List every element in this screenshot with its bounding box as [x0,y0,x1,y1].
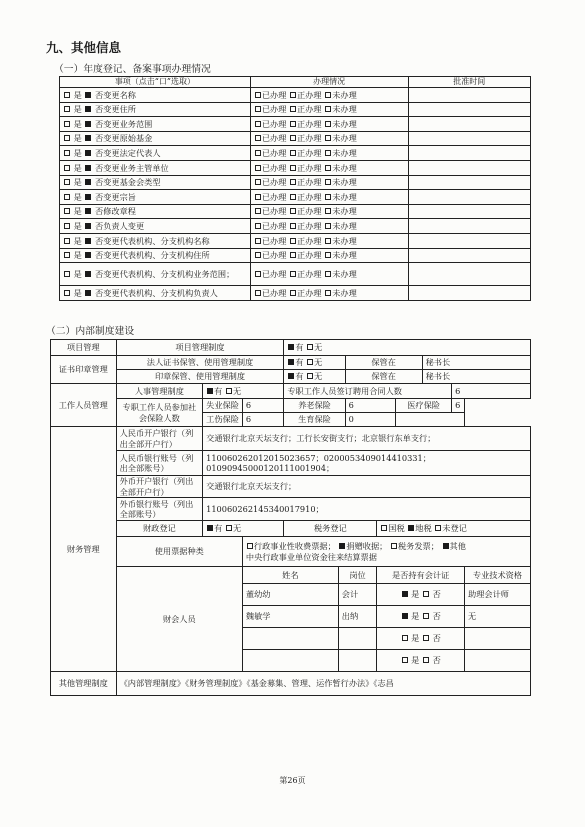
approval-date-cell[interactable] [408,146,531,161]
checkbox-icon[interactable] [64,165,70,171]
checkbox-icon[interactable] [325,165,331,171]
status-cell[interactable]: 已办理 正办理 未办理 [250,160,408,175]
item-cell[interactable]: 是 否变更业务范围 [60,117,251,132]
checked-box-icon[interactable] [402,613,408,619]
header-status: 办理情况 [250,77,408,88]
seal-mgmt-options[interactable]: 有 无 [284,370,345,384]
checkbox-icon[interactable] [255,252,261,258]
medical-count[interactable]: 6 [452,399,465,413]
status-cell[interactable]: 已办理 正办理 未办理 [250,263,408,286]
checkbox-icon[interactable] [255,106,261,112]
rmb-account[interactable]: 110060262012015023657；0200053409014410331； 01090945000120111001904； [203,451,531,476]
checkbox-icon[interactable] [325,194,331,200]
checked-box-icon[interactable] [85,252,91,258]
checkbox-icon[interactable] [255,92,261,98]
rmb-bank-label: 人民币开户银行（列出全部开户行） [116,427,203,451]
rmb-bank[interactable]: 交通银行北京天坛支行；工行长安街支行；北京银行东单支行； [203,427,531,451]
registration-row [60,248,531,263]
checkbox-icon[interactable] [325,238,331,244]
checked-box-icon[interactable] [85,194,91,200]
checkbox-icon[interactable] [290,208,296,214]
checked-box-icon[interactable] [288,344,294,350]
status-cell[interactable]: 已办理 正办理 未办理 [250,219,408,234]
status-cell[interactable]: 已办理 正办理 未办理 [250,146,408,161]
status-cell[interactable]: 已办理 正办理 未办理 [250,88,408,103]
checkbox-icon[interactable] [255,121,261,127]
rmb-account-label: 人民币银行账号（列出全部账号） [116,451,203,476]
checked-box-icon[interactable] [85,223,91,229]
checkbox-icon[interactable] [290,290,296,296]
seal-mgmt-system: 印章保管、使用管理制度 [116,370,284,384]
approval-date-cell[interactable] [408,263,531,286]
maternity-label: 生育保险 [284,413,345,427]
checkbox-icon[interactable] [64,252,70,258]
approval-date-cell[interactable] [408,190,531,205]
checkbox-icon[interactable] [255,290,261,296]
acct-post[interactable]: 出纳 [338,606,377,628]
status-cell[interactable]: 已办理 正办理 未办理 [250,102,408,117]
checked-box-icon[interactable] [85,271,91,277]
checkbox-icon[interactable] [255,238,261,244]
checked-box-icon[interactable] [85,165,91,171]
acct-qual[interactable] [465,628,531,650]
checked-box-icon[interactable] [85,150,91,156]
hr-system-label: 人事管理制度 [116,384,203,399]
approval-date-cell[interactable] [408,131,531,146]
registration-row [60,190,531,205]
checkbox-icon[interactable] [64,179,70,185]
acct-header-qual: 专业技术资格 [465,567,531,584]
seal-keeper-label: 保管在 [345,370,422,384]
checkbox-icon[interactable] [290,150,296,156]
approval-date-cell[interactable] [408,102,531,117]
checkbox-icon[interactable] [325,223,331,229]
hr-system-options[interactable]: 有 无 [203,384,284,399]
status-cell[interactable]: 已办理 正办理 未办理 [250,117,408,132]
checked-box-icon[interactable] [207,388,213,394]
checked-box-icon[interactable] [339,543,345,549]
status-cell[interactable]: 已办理 正办理 未办理 [250,248,408,263]
checkbox-icon[interactable] [255,135,261,141]
approval-date-cell[interactable] [408,248,531,263]
checked-box-icon[interactable] [85,290,91,296]
checkbox-icon[interactable] [255,179,261,185]
registration-row [60,160,531,175]
fx-bank[interactable]: 交通银行北京天坛支行； [203,476,531,498]
registration-row [60,117,531,132]
checkbox-icon[interactable] [391,543,397,549]
checkbox-icon[interactable] [325,271,331,277]
registration-row [60,175,531,190]
approval-date-cell[interactable] [408,286,531,301]
tax-reg-label: 税务登记 [284,521,377,537]
unemployment-count[interactable]: 6 [242,399,283,413]
cert-keeper-label: 保管在 [345,356,422,370]
acct-name[interactable]: 魏敏学 [242,606,338,628]
item-cell[interactable]: 是 否变更宗旨 [60,190,251,205]
registration-row [60,233,531,248]
checked-box-icon[interactable] [85,121,91,127]
item-cell[interactable]: 是 否变更原始基金 [60,131,251,146]
checked-box-icon[interactable] [85,238,91,244]
registration-table [59,76,531,301]
status-cell[interactable]: 已办理 正办理 未办理 [250,175,408,190]
checkbox-icon[interactable] [64,271,70,277]
checked-box-icon[interactable] [443,543,449,549]
checkbox-icon[interactable] [226,388,232,394]
header-date: 批准时间 [408,77,531,88]
registration-row [60,204,531,219]
checkbox-icon[interactable] [64,92,70,98]
status-cell[interactable]: 已办理 正办理 未办理 [250,286,408,301]
checkbox-icon[interactable] [255,271,261,277]
checkbox-icon[interactable] [325,121,331,127]
status-cell[interactable]: 已办理 正办理 未办理 [250,204,408,219]
seal-keeper: 秘书长 [422,370,530,384]
other-mgmt-systems[interactable]: 《内部管理制度》《财务管理制度》《基金募集、管理、运作暂行办法》《志昌 [116,672,530,696]
staff-mgmt-label: 工作人员管理 [51,384,117,427]
checkbox-icon[interactable] [64,121,70,127]
item-cell[interactable]: 是 否变更业务主管单位 [60,160,251,175]
status-cell[interactable]: 已办理 正办理 未办理 [250,233,408,248]
checkbox-icon[interactable] [64,208,70,214]
unemployment-label: 失业保险 [203,399,243,413]
section-heading: 九、其他信息 [46,40,122,55]
checkbox-icon[interactable] [307,373,313,379]
approval-date-cell[interactable] [408,233,531,248]
item-cell[interactable]: 是 否变更法定代表人 [60,146,251,161]
injury-count[interactable]: 6 [242,413,283,427]
checkbox-icon[interactable] [423,635,429,641]
acct-post[interactable] [338,628,377,650]
checked-box-icon[interactable] [85,179,91,185]
fiscal-reg-label: 财政登记 [116,521,203,537]
checkbox-icon[interactable] [402,657,408,663]
accountant-label: 财会人员 [116,567,242,672]
cert-mgmt-options[interactable]: 有 无 [284,356,345,370]
checkbox-icon[interactable] [64,194,70,200]
medical-label: 医疗保险 [396,399,452,413]
checkbox-icon[interactable] [255,223,261,229]
project-mgmt-options[interactable]: 有 无 [284,340,531,356]
maternity-count[interactable]: 0 [345,413,395,427]
checkbox-icon[interactable] [255,194,261,200]
internal-system-table [50,339,531,696]
project-mgmt-system: 项目管理制度 [116,340,284,356]
cert-mgmt-system: 法人证书保管、使用管理制度 [116,356,284,370]
checkbox-icon[interactable] [290,106,296,112]
approval-date-cell[interactable] [408,160,531,175]
checkbox-icon[interactable] [290,238,296,244]
receipt-types[interactable]: 行政事业性收费票据； 捐赠收据； 税务发票； 其他 中央行政事业单位资金往来结算票据 [242,537,530,567]
checked-box-icon[interactable] [408,525,414,531]
contract-count[interactable]: 6 [452,384,531,399]
checkbox-icon[interactable] [290,179,296,185]
checkbox-icon[interactable] [64,135,70,141]
fx-account[interactable]: 110060262145340017910； [203,498,531,521]
item-cell[interactable]: 是 否变更代表机构、分支机构业务范围； [60,263,251,286]
checkbox-icon[interactable] [325,290,331,296]
checkbox-icon[interactable] [423,657,429,663]
approval-date-cell[interactable] [408,175,531,190]
item-cell[interactable]: 是 否变更代表机构、分支机构住所 [60,248,251,263]
checkbox-icon[interactable] [402,635,408,641]
acct-header-cert: 是否持有会计证 [377,567,465,584]
checkbox-icon[interactable] [423,613,429,619]
registration-row [60,146,531,161]
page-number: 第26页 [279,776,306,785]
acct-cert[interactable]: 是 否 [377,628,465,650]
fiscal-reg-options[interactable]: 有 无 [203,521,284,537]
acct-name[interactable]: 董幼幼 [242,584,338,606]
registration-row [60,102,531,117]
registration-row [60,263,531,286]
checkbox-icon[interactable] [325,135,331,141]
checkbox-icon[interactable] [290,223,296,229]
registration-row [60,131,531,146]
cert-keeper: 秘书长 [422,356,530,370]
pension-label: 养老保险 [284,399,345,413]
acct-cert[interactable]: 是 否 [377,584,465,606]
item-cell[interactable]: 是 否负责人变更 [60,219,251,234]
acct-header-name: 姓名 [242,567,338,584]
item-cell[interactable]: 是 否变更代表机构、分支机构名称 [60,233,251,248]
seal-mgmt-label: 证书印章管理 [51,356,117,384]
approval-date-cell[interactable] [408,219,531,234]
checkbox-icon[interactable] [290,271,296,277]
checkbox-icon[interactable] [307,359,313,365]
checked-box-icon[interactable] [85,135,91,141]
checkbox-icon[interactable] [290,165,296,171]
checkbox-icon[interactable] [381,525,387,531]
injury-label: 工伤保险 [203,413,243,427]
project-mgmt-label: 项目管理 [51,340,117,356]
item-cell[interactable]: 是 否变更基金会类型 [60,175,251,190]
checkbox-icon[interactable] [255,150,261,156]
status-cell[interactable]: 已办理 正办理 未办理 [250,190,408,205]
section2-title: （二）内部制度建设 [46,326,135,337]
checkbox-icon[interactable] [255,165,261,171]
insured-label: 专职工作人员参加社会保险人数 [116,399,203,427]
pension-count[interactable]: 6 [345,399,395,413]
checkbox-icon[interactable] [64,223,70,229]
checkbox-icon[interactable] [290,135,296,141]
checkbox-icon[interactable] [325,106,331,112]
checked-box-icon[interactable] [85,208,91,214]
checkbox-icon[interactable] [325,179,331,185]
approval-date-cell[interactable] [408,117,531,132]
checkbox-icon[interactable] [226,525,232,531]
acct-name[interactable] [242,628,338,650]
checkbox-icon[interactable] [423,591,429,597]
checkbox-icon[interactable] [325,252,331,258]
acct-post[interactable] [338,650,377,672]
checked-box-icon[interactable] [402,591,408,597]
checked-box-icon[interactable] [85,106,91,112]
checkbox-icon[interactable] [325,150,331,156]
registration-row [60,219,531,234]
acct-name[interactable] [242,650,338,672]
checked-box-icon[interactable] [288,373,294,379]
checked-box-icon[interactable] [85,92,91,98]
checkbox-icon[interactable] [64,290,70,296]
acct-qual[interactable]: 助理会计师 [465,584,531,606]
acct-header-post: 岗位 [338,567,377,584]
checkbox-icon[interactable] [435,525,441,531]
fx-account-label: 外币银行账号（列出全部账号） [116,498,203,521]
checkbox-icon[interactable] [290,92,296,98]
checkbox-icon[interactable] [64,238,70,244]
item-cell[interactable]: 是 否变更代表机构、分支机构负责人 [60,286,251,301]
status-cell[interactable]: 已办理 正办理 未办理 [250,131,408,146]
acct-cert[interactable]: 是 否 [377,606,465,628]
fx-bank-label: 外币开户银行（列出全部开户行） [116,476,203,498]
acct-qual[interactable]: 无 [465,606,531,628]
contract-count-label: 专职工作人员签订聘用合同人数 [284,384,452,399]
finance-mgmt-label: 财务管理 [51,427,117,672]
checkbox-icon[interactable] [64,106,70,112]
approval-date-cell[interactable] [408,204,531,219]
other-mgmt-label: 其他管理制度 [51,672,117,696]
checkbox-icon[interactable] [325,92,331,98]
checkbox-icon[interactable] [307,344,313,350]
section1-title: （一）年度登记、备案事项办理情况 [54,64,211,75]
checkbox-icon[interactable] [290,194,296,200]
checked-box-icon[interactable] [207,525,213,531]
item-cell[interactable]: 是 否变更名称 [60,88,251,103]
item-cell[interactable]: 是 否修改章程 [60,204,251,219]
acct-cert[interactable]: 是 否 [377,650,465,672]
checkbox-icon[interactable] [64,150,70,156]
checkbox-icon[interactable] [290,252,296,258]
header-item: 事项（点击“口”选取） [60,77,251,88]
acct-qual[interactable] [465,650,531,672]
item-cell[interactable]: 是 否变更住所 [60,102,251,117]
acct-post[interactable]: 会计 [338,584,377,606]
receipt-type-label: 使用票据种类 [116,537,242,567]
registration-row [60,88,531,103]
approval-date-cell[interactable] [408,88,531,103]
checkbox-icon[interactable] [255,208,261,214]
registration-row [60,286,531,301]
checkbox-icon[interactable] [247,543,253,549]
checked-box-icon[interactable] [288,359,294,365]
checkbox-icon[interactable] [325,208,331,214]
checkbox-icon[interactable] [290,121,296,127]
tax-reg-options[interactable]: 国税 地税 未登记 [377,521,531,537]
